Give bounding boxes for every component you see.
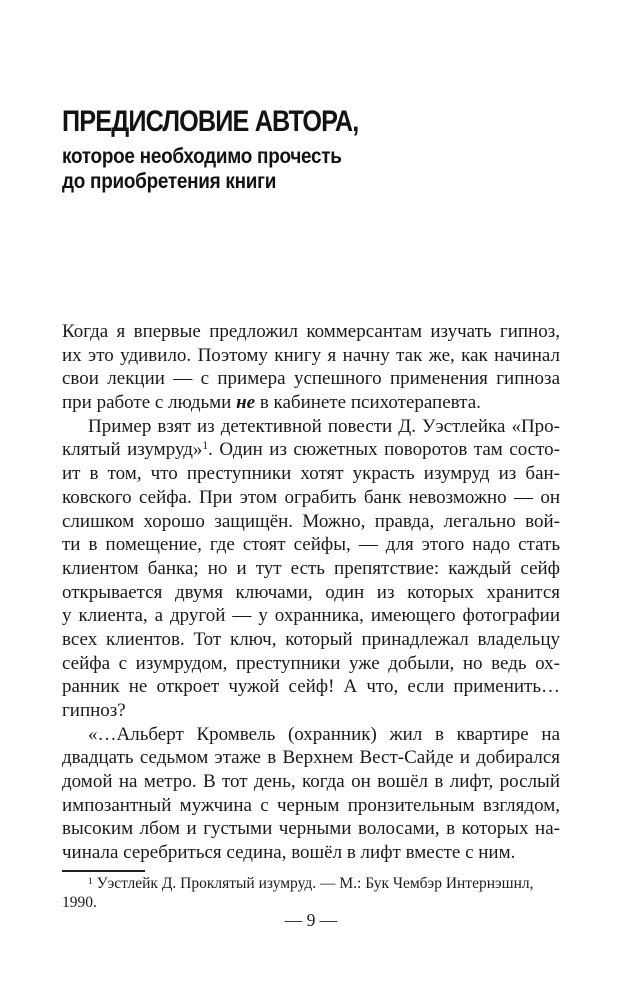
- text-segment: при работе с людьми: [62, 392, 237, 414]
- text-line: у клиента, а другой — у охранника, имеющего фотографии: [62, 605, 560, 627]
- chapter-title: ПРЕДИСЛОВИЕ АВТОРА,: [62, 105, 359, 138]
- subtitle-line: которое необходимо прочесть: [62, 144, 342, 168]
- footnote-rule: [62, 870, 145, 872]
- text-line: ит в том, что преступники хотят украсть изумруд из бан-: [62, 463, 560, 485]
- text-line: слишком хорошо защищён. Можно, правда, легально вой-: [62, 510, 560, 532]
- subtitle-line: до приобретения книги: [62, 169, 277, 194]
- text-line: Когда я впервые предложил коммерсантам изучать гипноз,: [62, 321, 560, 342]
- footnote-text: Уэстлейк Д. Проклятый изумруд. — М.: Бук Чембэр Интернэшнл, 1990.: [62, 875, 534, 911]
- text-line: чинала серебриться седина, вошёл в лифт вместе с ним.: [62, 842, 516, 864]
- text-line: [62, 438, 560, 462]
- text-line: гипноз?: [62, 700, 126, 721]
- text-line: клиентом банка; но и тут есть препятствие: каждый сейф: [62, 557, 560, 579]
- text-line: ковского сейфа. При этом ограбить банк невозможно — он: [62, 486, 560, 508]
- paragraph: [62, 320, 560, 415]
- text-line: сейфа с изумрудом, преступники уже добыли, но ведь ох-: [62, 652, 560, 674]
- footnote: [62, 874, 560, 912]
- text-line: домой на метро. В тот день, когда он вошёл в лифт, рослый: [62, 771, 560, 793]
- text-line: «…Альберт Кромвель (охранник) жил в квартире на: [88, 723, 560, 745]
- text-line: открывается двумя ключами, один из которых хранится: [62, 581, 560, 603]
- page-number: — 9 —: [284, 910, 338, 930]
- emphasis-word: не: [236, 392, 256, 414]
- text-line: высоким лбом и густыми черными волосами, в которых на-: [62, 818, 560, 840]
- text-segment: в кабинете психотерапевта.: [255, 392, 481, 414]
- text-line: двадцать седьмом этаже в Верхнем Вест-Сайде и добирался: [62, 747, 560, 769]
- footnote-reference: 1: [202, 440, 209, 453]
- text-line: импозантный мужчина с черным пронзительным взглядом,: [62, 794, 560, 816]
- text-line: всех клиентов. Тот ключ, который принадлежал владельцу: [62, 628, 560, 650]
- text-segment: клятый изумруд»: [62, 439, 203, 461]
- text-line: Пример взят из детективной повести Д. Уэстлейка «Про-: [88, 415, 560, 437]
- text-line: ранник не откроет чужой сейф! А что, если применить…: [62, 676, 560, 698]
- footnote-marker: 1: [88, 877, 93, 887]
- body-text: [62, 320, 560, 865]
- text-line: [62, 391, 560, 415]
- paragraph: [62, 415, 560, 723]
- text-line: их это удивило. Поэтому книгу я начну так же, как начинал: [62, 344, 560, 366]
- paragraph: [62, 723, 560, 865]
- chapter-subtitle: [62, 144, 342, 195]
- text-line: ти в помещение, где стоят сейфы, — для этого надо стать: [62, 534, 560, 556]
- text-line: свои лекции — с примера успешного применения гипноза: [62, 368, 560, 390]
- text-segment: . Один из сюжетных поворотов там состо-: [208, 439, 560, 461]
